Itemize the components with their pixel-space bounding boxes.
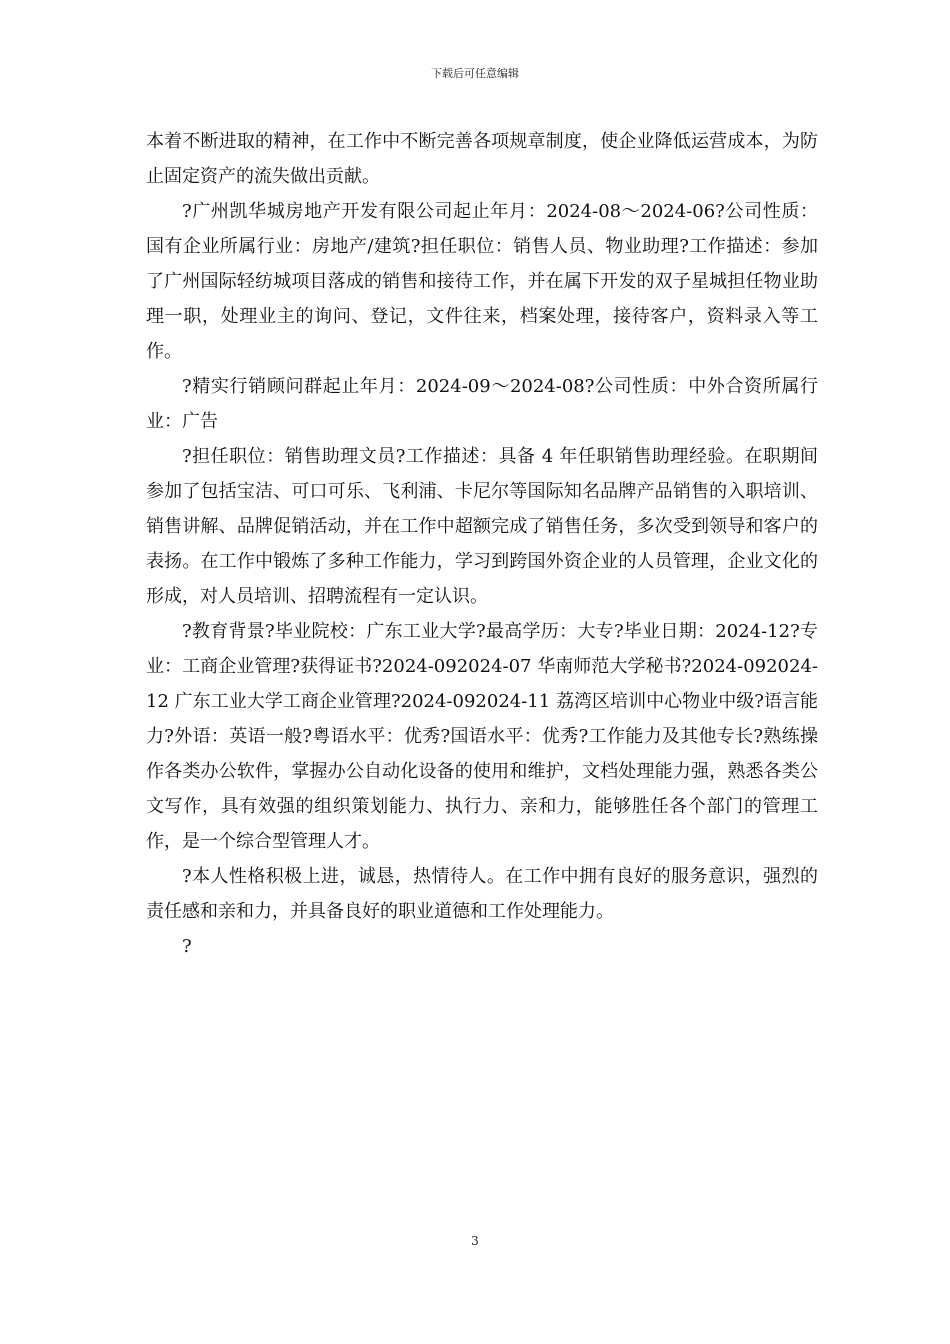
paragraph-guangzhou-kaihua: ?广州凯华城房地产开发有限公司起止年月：2024-08～2024-06?公司性质：国有企业所属行业：房地产/建筑?担任职位：销售人员、物业助理?工作描述：参加了广州国际轻纺城项目落成的销售和接待工作，并在属下开发的双子星城担任物业助理一职，处理业主的询问、登记，文件往来，档案处理，接待客户，资料录入等工作。 <box>146 201 818 362</box>
paragraph-sales-assistant: ?担任职位：销售助理文员?工作描述：具备 4 年任职销售助理经验。在职期间参加了包括宝洁、可口可乐、飞利浦、卡尼尔等国际知名品牌产品销售的入职培训、销售讲解、品牌促销活动，并在工作中超额完成了销售任务，多次受到领导和客户的表扬。在工作中锻炼了多种工作能力，学习到跨国外资企业的人员管理，企业文化的形成，对人员培训、招聘流程有一定认识。 <box>146 446 818 607</box>
paragraph-intro: 本着不断进取的精神，在工作中不断完善各项规章制度，使企业降低运营成本，为防止固定资产的流失做出贡献。 <box>146 131 818 187</box>
paragraph-trailing-mark: ? <box>182 936 192 957</box>
page-number: 3 <box>471 1234 479 1248</box>
paragraph-jingshi-company: ?精实行销顾问群起止年月：2024-09～2024-08?公司性质：中外合资所属行业：广告 <box>146 376 818 432</box>
paragraph-personality: ?本人性格积极上进，诚恳，热情待人。在工作中拥有良好的服务意识，强烈的责任感和亲和力，并具备良好的职业道德和工作处理能力。 <box>146 866 818 922</box>
paragraph-education: ?教育背景?毕业院校：广东工业大学?最高学历：大专?毕业日期：2024-12?专业：工商企业管理?获得证书?2024-092024-07 华南师范大学秘书?2024-092024-12 广东工业大学工商企业管理?2024-092024-11 荔湾区培训中心物业中级?语言能力?外语：英语一般?粤语水平：优秀?国语水平：优秀?工作能力及其他专长?熟练操作各类办公软件，掌握办公自动化设备的使用和维护，文档处理能力强，熟悉各类公文写作，具有效强的组织策划能力、执行力、亲和力，能够胜任各个部门的管理工作，是一个综合型管理人才。 <box>146 621 818 852</box>
page-header: 下载后可任意编辑 <box>431 67 519 80</box>
document-body <box>146 124 818 964</box>
